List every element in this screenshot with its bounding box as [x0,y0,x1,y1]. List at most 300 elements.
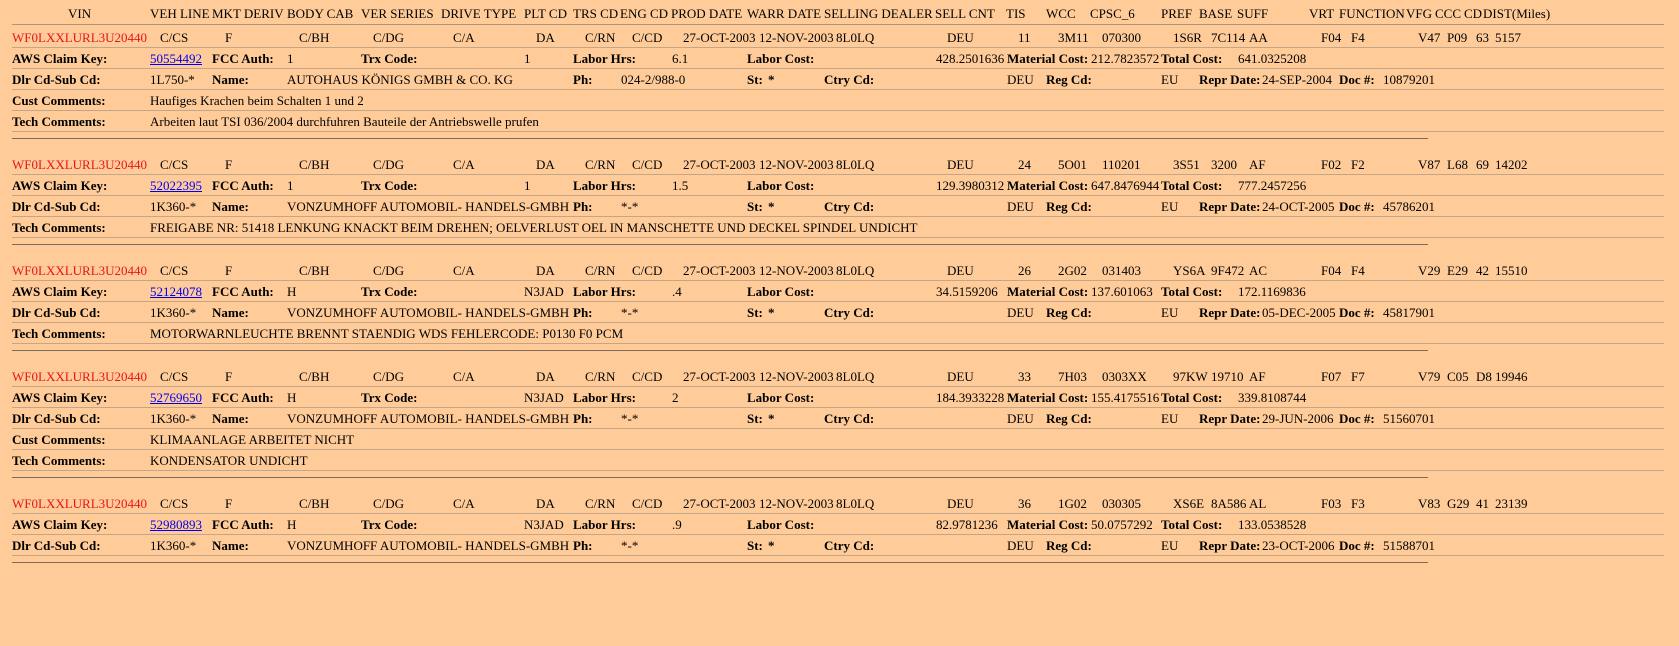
vehicle-suff: AF [1249,369,1266,384]
doc-number-value: 45817901 [1383,305,1435,320]
labor-hrs-value: .9 [672,517,682,532]
vehicle-suff: AC [1249,263,1268,278]
header-ver-series: VER SERIES [361,6,434,21]
material-cost-label: Material Cost: [1007,390,1089,405]
aws-claim-key-label: AWS Claim Key: [12,517,108,532]
vehicle-plt-cd: DA [536,30,555,45]
dealer-name-value: VONZUMHOFF AUTOMOBIL- HANDELS-GMBH [287,199,570,214]
vehicle-body-cab: C/BH [299,263,330,278]
doc-number-label: Doc #: [1339,411,1375,426]
tech-comments-value: FREIGABE NR: 51418 LENKUNG KNACKT BEIM DREHEN; OELVERLUST OEL IN MANSCHETTE UND DECKEL SPINDEL UNDICHT [150,220,918,235]
claims-list [12,27,1672,570]
fcc-auth-label: FCC Auth: [212,390,274,405]
separator-line [12,350,1428,351]
trx-code-value: N3JAD [524,517,564,532]
dealer-name-label: Name: [212,72,249,87]
vehicle-vfg: V83 [1418,496,1441,511]
total-cost-value: 777.2457256 [1238,178,1307,193]
repr-date-label: Repr Date: [1199,305,1261,320]
header-cpsc-6: CPSC_6 [1090,6,1135,21]
header-body-cab: BODY CAB [287,6,354,21]
dealer-name-value: VONZUMHOFF AUTOMOBIL- HANDELS-GMBH [287,411,570,426]
ctry-cd-value: DEU [1007,72,1034,87]
trx-code-value: N3JAD [524,284,564,299]
dlr-cd-label: Dlr Cd-Sub Cd: [12,305,101,320]
dlr-cd-label: Dlr Cd-Sub Cd: [12,72,101,87]
dlr-cd-value: 1K360-* [150,411,197,426]
ctry-cd-value: DEU [1007,305,1034,320]
vehicle-cpsc-6: 110201 [1102,157,1141,172]
labor-hrs-value: 2 [672,390,679,405]
vehicle-ver-series: C/DG [373,263,405,278]
column-header-row [0,0,1679,24]
ctry-cd-label: Ctry Cd: [824,199,875,214]
vehicle-body-cab: C/BH [299,369,330,384]
separator-line [12,244,1428,245]
header-veh-line: VEH LINE [150,6,210,21]
vehicle-veh-line: C/CS [160,369,189,384]
claim-row [12,387,1672,408]
vehicle-trs-cd: C/RN [585,30,616,45]
repr-date-label: Repr Date: [1199,199,1261,214]
vehicle-eng-cd: C/CD [632,263,663,278]
vehicle-base: 9F472 [1211,263,1245,278]
material-cost-value: 155.4175516 [1091,390,1160,405]
vehicle-selling-dealer: 8L0LQ [836,263,875,278]
vehicle-vrt: F02 [1321,157,1342,172]
vehicle-eng-cd: C/CD [632,157,663,172]
vehicle-row [12,27,1672,48]
reg-cd-value: EU [1161,72,1179,87]
state-label: St: [747,199,763,214]
dealer-name-label: Name: [212,538,249,553]
vehicle-cd: 69 [1476,157,1489,172]
claim-record [12,154,1672,260]
aws-claim-key-link[interactable]: 50554492 [150,51,202,66]
header-cd: CD [1464,6,1483,21]
vehicle-wcc: 1G02 [1058,496,1087,511]
state-value: * [768,411,775,426]
labor-hrs-label: Labor Hrs: [573,390,636,405]
vehicle-selling-dealer: 8L0LQ [836,369,875,384]
reg-cd-value: EU [1161,199,1179,214]
vehicle-tis: 11 [1018,30,1031,45]
header-vin: VIN [68,6,92,21]
vehicle-eng-cd: C/CD [632,496,663,511]
vehicle-vrt: F03 [1321,496,1342,511]
tech-comments-label: Tech Comments: [12,114,106,129]
vehicle-base: 19710 [1211,369,1244,384]
vehicle-row [12,154,1672,175]
vehicle-dist-miles: 15510 [1495,263,1528,278]
labor-hrs-value: 6.1 [672,51,689,66]
dlr-cd-label: Dlr Cd-Sub Cd: [12,538,101,553]
vehicle-cpsc-6: 0303XX [1102,369,1147,384]
vehicle-suff: AL [1249,496,1267,511]
vehicle-trs-cd: C/RN [585,496,616,511]
vehicle-tis: 24 [1018,157,1031,172]
vehicle-tis: 36 [1018,496,1031,511]
cust-comments-label: Cust Comments: [12,432,106,447]
ctry-cd-label: Ctry Cd: [824,538,875,553]
vehicle-selling-dealer: 8L0LQ [836,157,875,172]
trx-code-value: 1 [524,178,531,193]
vehicle-wcc: 7H03 [1058,369,1087,384]
vehicle-plt-cd: DA [536,369,555,384]
repr-date-value: 23-OCT-2006 [1262,538,1335,553]
claim-row [12,175,1672,196]
repr-date-label: Repr Date: [1199,411,1261,426]
separator-line [12,562,1428,563]
ctry-cd-value: DEU [1007,411,1034,426]
repr-date-value: 29-JUN-2006 [1262,411,1334,426]
vehicle-vin: WF0LXXLURL3U20440 [12,263,148,278]
vehicle-eng-cd: C/CD [632,369,663,384]
cust-comments-row [12,429,1672,450]
fcc-auth-value: H [287,390,297,405]
material-cost-label: Material Cost: [1007,284,1089,299]
dealer-name-value: VONZUMHOFF AUTOMOBIL- HANDELS-GMBH [287,538,570,553]
fcc-auth-label: FCC Auth: [212,178,274,193]
vehicle-drive-type: C/A [453,30,475,45]
dlr-cd-value: 1K360-* [150,538,197,553]
header-vrt: VRT [1309,6,1335,21]
vehicle-sell-cnt: DEU [947,263,974,278]
header-selling-dealer: SELLING DEALER [824,6,933,21]
labor-hrs-label: Labor Hrs: [573,284,636,299]
aws-claim-key-link[interactable]: 52124078 [150,284,202,299]
vehicle-suff: AA [1249,30,1268,45]
total-cost-label: Total Cost: [1161,517,1223,532]
record-separator [12,471,1672,485]
vehicle-eng-cd: C/CD [632,30,663,45]
dealer-name-label: Name: [212,411,249,426]
material-cost-value: 50.0757292 [1091,517,1153,532]
vehicle-ver-series: C/DG [373,496,405,511]
ctry-cd-value: DEU [1007,199,1034,214]
dealer-name-label: Name: [212,199,249,214]
dlr-cd-label: Dlr Cd-Sub Cd: [12,411,101,426]
doc-number-value: 51560701 [1383,411,1435,426]
vehicle-prod-date: 27-OCT-2003 [683,263,756,278]
vehicle-tis: 33 [1018,369,1031,384]
tech-comments-row [12,111,1672,132]
vehicle-cd: 63 [1476,30,1489,45]
aws-claim-key-label: AWS Claim Key: [12,178,108,193]
ctry-cd-value: DEU [1007,538,1034,553]
doc-number-value: 45786201 [1383,199,1435,214]
header-warr-date: WARR DATE [747,6,822,21]
labor-hrs-label: Labor Hrs: [573,51,636,66]
phone-label: Ph: [573,538,593,553]
vehicle-prod-date: 27-OCT-2003 [683,496,756,511]
dlr-cd-value: 1K360-* [150,305,197,320]
vehicle-ccc: G29 [1447,496,1470,511]
record-gap [12,358,1672,366]
trx-code-label: Trx Code: [361,51,418,66]
vehicle-drive-type: C/A [453,157,475,172]
total-cost-label: Total Cost: [1161,284,1223,299]
labor-cost-value: 82.9781236 [936,517,998,532]
vehicle-ccc: P09 [1447,30,1468,45]
fcc-auth-label: FCC Auth: [212,517,274,532]
record-separator [12,344,1672,358]
labor-cost-label: Labor Cost: [747,390,815,405]
vehicle-ccc: E29 [1447,263,1468,278]
phone-value: *-* [621,305,639,320]
reg-cd-value: EU [1161,411,1179,426]
fcc-auth-value: H [287,517,297,532]
reg-cd-label: Reg Cd: [1046,199,1092,214]
claim-record [12,493,1672,570]
vehicle-function: F4 [1351,263,1365,278]
vehicle-selling-dealer: 8L0LQ [836,30,875,45]
dealer-row [12,302,1672,323]
repr-date-value: 05-DEC-2005 [1262,305,1336,320]
header-vfg: VFG [1406,6,1433,21]
phone-label: Ph: [573,199,593,214]
record-gap [12,252,1672,260]
tech-comments-row [12,323,1672,344]
vehicle-trs-cd: C/RN [585,369,616,384]
header-plt-cd: PLT CD [524,6,567,21]
dealer-row [12,69,1672,90]
labor-cost-label: Labor Cost: [747,51,815,66]
vehicle-pref: 3S51 [1173,157,1200,172]
vehicle-warr-date: 12-NOV-2003 [759,369,834,384]
vehicle-wcc: 5O01 [1058,157,1087,172]
aws-claim-key-link[interactable]: 52980893 [150,517,202,532]
dlr-cd-value: 1L750-* [150,72,195,87]
vehicle-vfg: V29 [1418,263,1441,278]
vehicle-vfg: V79 [1418,369,1441,384]
header-sell-cnt: SELL CNT [935,6,995,21]
vehicle-sell-cnt: DEU [947,30,974,45]
state-value: * [768,538,775,553]
vehicle-drive-type: C/A [453,369,475,384]
vehicle-plt-cd: DA [536,263,555,278]
header-suff: SUFF [1237,6,1269,21]
record-gap [12,146,1672,154]
total-cost-value: 641.0325208 [1238,51,1307,66]
doc-number-label: Doc #: [1339,199,1375,214]
dealer-name-value: VONZUMHOFF AUTOMOBIL- HANDELS-GMBH [287,305,570,320]
vehicle-veh-line: C/CS [160,157,189,172]
total-cost-value: 339.8108744 [1238,390,1307,405]
state-value: * [768,199,775,214]
doc-number-value: 10879201 [1383,72,1435,87]
vehicle-prod-date: 27-OCT-2003 [683,369,756,384]
record-separator [12,238,1672,252]
dealer-row [12,408,1672,429]
vehicle-function: F2 [1351,157,1365,172]
reg-cd-label: Reg Cd: [1046,411,1092,426]
material-cost-label: Material Cost: [1007,178,1089,193]
vehicle-function: F7 [1351,369,1365,384]
vehicle-vin: WF0LXXLURL3U20440 [12,369,148,384]
vehicle-cd: 41 [1476,496,1489,511]
labor-hrs-value: .4 [672,284,682,299]
labor-cost-label: Labor Cost: [747,517,815,532]
vehicle-mkt-deriv: F [225,157,233,172]
vehicle-pref: 97KW [1173,369,1208,384]
phone-value: *-* [621,199,639,214]
ctry-cd-label: Ctry Cd: [824,411,875,426]
ctry-cd-label: Ctry Cd: [824,72,875,87]
doc-number-label: Doc #: [1339,538,1375,553]
fcc-auth-value: H [287,284,297,299]
material-cost-label: Material Cost: [1007,51,1089,66]
vehicle-vin: WF0LXXLURL3U20440 [12,157,148,172]
vehicle-warr-date: 12-NOV-2003 [759,496,834,511]
vehicle-cpsc-6: 030305 [1102,496,1141,511]
header-function: FUNCTION [1339,6,1405,21]
tech-comments-value: MOTORWARNLEUCHTE BRENNT STAENDIG WDS FEHLERCODE: P0130 F0 PCM [150,326,624,341]
header-prod-date: PROD DATE [671,6,743,21]
labor-cost-value: 428.2501636 [936,51,1005,66]
labor-cost-value: 129.3980312 [936,178,1005,193]
vehicle-pref: 1S6R [1173,30,1202,45]
vehicle-row [12,366,1672,387]
vehicle-vfg: V87 [1418,157,1441,172]
aws-claim-key-link[interactable]: 52022395 [150,178,202,193]
tech-comments-row [12,450,1672,471]
trx-code-label: Trx Code: [361,284,418,299]
cust-comments-value: KLIMAANLAGE ARBEITET NICHT [150,432,355,447]
dealer-row [12,196,1672,217]
material-cost-value: 647.8476944 [1091,178,1160,193]
state-label: St: [747,538,763,553]
tech-comments-value: KONDENSATOR UNDICHT [150,453,308,468]
trx-code-value: N3JAD [524,390,564,405]
phone-label: Ph: [573,411,593,426]
vehicle-row [12,260,1672,281]
vehicle-sell-cnt: DEU [947,157,974,172]
vehicle-function: F4 [1351,30,1365,45]
vehicle-veh-line: C/CS [160,496,189,511]
vehicle-mkt-deriv: F [225,369,233,384]
tech-comments-label: Tech Comments: [12,326,106,341]
header-trs-cd: TRS CD [573,6,619,21]
claim-row [12,514,1672,535]
fcc-auth-value: 1 [287,178,294,193]
cust-comments-row [12,90,1672,111]
vehicle-function: F3 [1351,496,1365,511]
reg-cd-label: Reg Cd: [1046,538,1092,553]
vehicle-mkt-deriv: F [225,30,233,45]
labor-cost-label: Labor Cost: [747,178,815,193]
vehicle-veh-line: C/CS [160,263,189,278]
vehicle-cpsc-6: 070300 [1102,30,1141,45]
record-gap [12,485,1672,493]
vehicle-prod-date: 27-OCT-2003 [683,157,756,172]
vehicle-selling-dealer: 8L0LQ [836,496,875,511]
vehicle-sell-cnt: DEU [947,369,974,384]
vehicle-ver-series: C/DG [373,30,405,45]
vehicle-dist-miles: 19946 [1495,369,1528,384]
vehicle-vin: WF0LXXLURL3U20440 [12,496,148,511]
tech-comments-value: Arbeiten laut TSI 036/2004 durchfuhren Bauteile der Antriebswelle prufen [150,114,539,129]
vehicle-wcc: 2G02 [1058,263,1087,278]
trx-code-value: 1 [524,51,531,66]
tech-comments-label: Tech Comments: [12,453,106,468]
aws-claim-key-label: AWS Claim Key: [12,51,108,66]
cust-comments-value: Haufiges Krachen beim Schalten 1 und 2 [150,93,364,108]
repr-date-value: 24-OCT-2005 [1262,199,1335,214]
vehicle-trs-cd: C/RN [585,263,616,278]
total-cost-value: 172.1169836 [1238,284,1306,299]
vehicle-mkt-deriv: F [225,263,233,278]
vehicle-ccc: C05 [1447,369,1469,384]
separator-line [12,477,1428,478]
vehicle-vfg: V47 [1418,30,1441,45]
aws-claim-key-link[interactable]: 52769650 [150,390,202,405]
vehicle-vin: WF0LXXLURL3U20440 [12,30,148,45]
header-base: BASE [1199,6,1233,21]
repr-date-label: Repr Date: [1199,72,1261,87]
state-value: * [768,305,775,320]
trx-code-label: Trx Code: [361,517,418,532]
fcc-auth-label: FCC Auth: [212,51,274,66]
dlr-cd-value: 1K360-* [150,199,197,214]
cust-comments-label: Cust Comments: [12,93,106,108]
reg-cd-value: EU [1161,538,1179,553]
vehicle-cd: D8 [1476,369,1492,384]
phone-value: 024-2/988-0 [621,72,686,87]
labor-cost-label: Labor Cost: [747,284,815,299]
dealer-row [12,535,1672,556]
repr-date-value: 24-SEP-2004 [1262,72,1333,87]
vehicle-drive-type: C/A [453,496,475,511]
phone-value: *-* [621,411,639,426]
vehicle-vrt: F04 [1321,30,1342,45]
vehicle-vrt: F07 [1321,369,1342,384]
material-cost-value: 137.601063 [1091,284,1153,299]
record-separator [12,556,1672,570]
reg-cd-label: Reg Cd: [1046,305,1092,320]
vehicle-base: 8A586 [1211,496,1247,511]
labor-cost-value: 34.5159206 [936,284,998,299]
claim-row [12,48,1672,69]
vehicle-pref: YS6A [1173,263,1206,278]
state-label: St: [747,411,763,426]
header-wcc: WCC [1046,6,1076,21]
total-cost-label: Total Cost: [1161,390,1223,405]
claim-record [12,366,1672,493]
vehicle-wcc: 3M11 [1058,30,1089,45]
aws-claim-key-label: AWS Claim Key: [12,390,108,405]
vehicle-base: 3200 [1211,157,1237,172]
vehicle-drive-type: C/A [453,263,475,278]
doc-number-label: Doc #: [1339,72,1375,87]
tech-comments-row [12,217,1672,238]
header-drive-type: DRIVE TYPE [441,6,517,21]
vehicle-row [12,493,1672,514]
vehicle-body-cab: C/BH [299,30,330,45]
header-pref: PREF [1161,6,1193,21]
labor-hrs-label: Labor Hrs: [573,517,636,532]
labor-hrs-value: 1.5 [672,178,689,193]
labor-cost-value: 184.3933228 [936,390,1005,405]
vehicle-veh-line: C/CS [160,30,189,45]
repr-date-label: Repr Date: [1199,538,1261,553]
ctry-cd-label: Ctry Cd: [824,305,875,320]
vehicle-warr-date: 12-NOV-2003 [759,30,834,45]
doc-number-label: Doc #: [1339,305,1375,320]
vehicle-body-cab: C/BH [299,157,330,172]
header-dist-miles: DIST(Miles) [1483,6,1551,21]
total-cost-label: Total Cost: [1161,51,1223,66]
